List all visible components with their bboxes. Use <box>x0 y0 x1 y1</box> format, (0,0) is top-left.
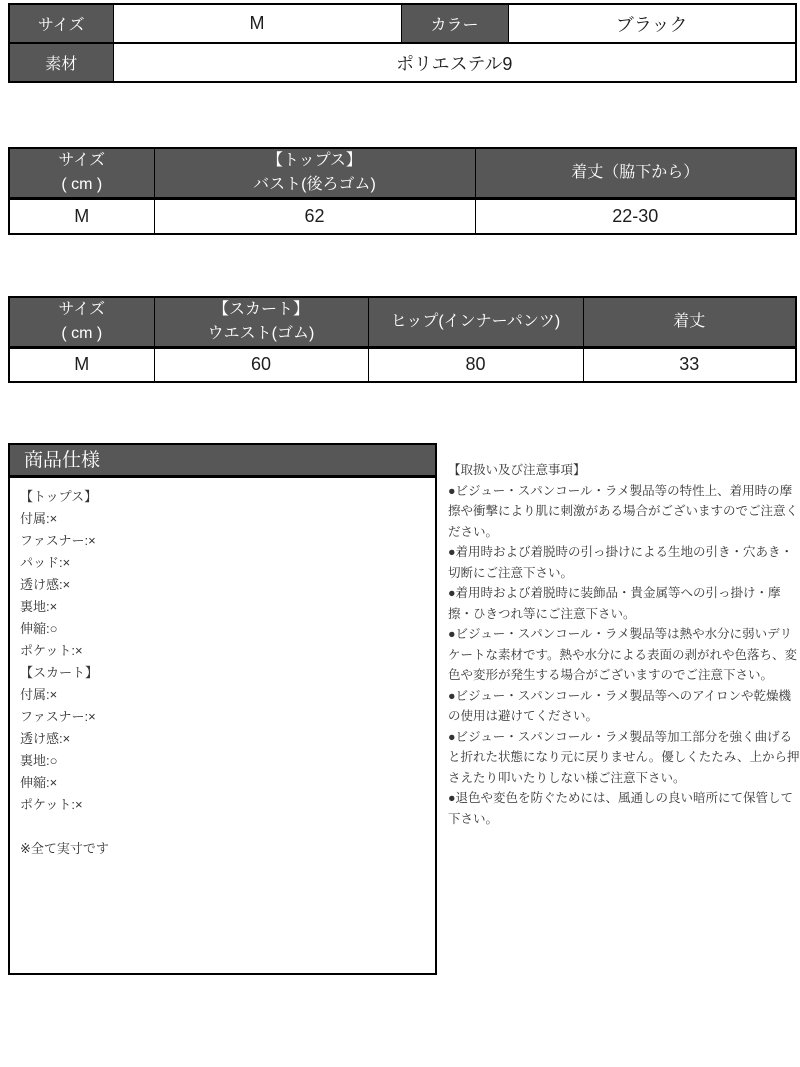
table-header-row <box>9 148 796 199</box>
care-note-item: ●着用時および着脱時の引っ掛けによる生地の引き・穴あき・切断にご注意下さい。 <box>448 545 794 580</box>
size-value-cell: M <box>113 4 401 43</box>
spec-line: 裏地:× <box>20 599 58 614</box>
tops-bust-value-cell: 62 <box>154 199 475 234</box>
care-note-item: ●ビジュー・スパンコール・ラメ製品等へのアイロンや乾燥機の使用は避けてください。 <box>448 688 792 723</box>
care-note-item: ●ビジュー・スパンコール・ラメ製品等加工部分を強く曲げると折れた状態になり元に戻りません。優しくたたみ、上から押さえたり叩いたりしない様ご注意下さい。 <box>448 729 800 785</box>
skirt-length-header-cell: 着丈 <box>583 297 796 348</box>
spec-line: 裏地:○ <box>20 753 58 768</box>
table-row <box>9 199 796 234</box>
skirt-hip-header-cell: ヒップ(インナーパンツ) <box>368 297 583 348</box>
care-note-item: ●ビジュー・スパンコール・ラメ製品等の特性上、着用時の摩擦や衝撃により肌に刺激がある場合がございますのでご注意ください。 <box>448 483 799 539</box>
table-header-row <box>9 297 796 348</box>
spec-line: ポケット:× <box>20 797 83 812</box>
spec-line-tops-heading: 【トップス】 <box>20 489 98 504</box>
spec-line: 透け感:× <box>20 731 71 746</box>
skirt-size-value-cell: M <box>9 347 154 382</box>
material-header-cell: 素材 <box>9 43 113 82</box>
skirt-measurement-table <box>8 296 797 384</box>
color-value-cell: ブラック <box>508 4 796 43</box>
skirt-length-value-cell: 33 <box>583 347 796 382</box>
spec-line: 付属:× <box>20 511 58 526</box>
skirt-hip-value-cell: 80 <box>368 347 583 382</box>
tops-bust-header-cell: 【トップス】 バスト(後ろゴム) <box>154 148 475 199</box>
spec-note-actual-size: ※全て実寸です <box>20 841 109 856</box>
spec-line: 伸縮:× <box>20 775 58 790</box>
care-note-item: ●着用時および着脱時に装飾品・貴金属等への引っ掛け・摩擦・ひきつれ等にご注意下さい。 <box>448 586 781 621</box>
material-value-cell: ポリエステル9 <box>113 43 796 82</box>
tops-length-value-cell: 22-30 <box>475 199 796 234</box>
care-note-item: ●退色や変色を防ぐためには、風通しの良い暗所にて保管して下さい。 <box>448 791 794 826</box>
care-notes <box>448 443 800 829</box>
bottom-section <box>8 443 800 975</box>
skirt-waist-value-cell: 60 <box>154 347 368 382</box>
care-notes-title: 【取扱い及び注意事項】 <box>448 463 586 477</box>
product-spec-title: 商品仕様 <box>10 445 435 478</box>
product-spec-list <box>10 478 435 860</box>
spec-line: 伸縮:○ <box>20 621 58 636</box>
skirt-waist-header-cell: 【スカート】 ウエスト(ゴム) <box>154 297 368 348</box>
skirt-size-header-cell: サイズ ( cm ) <box>9 297 154 348</box>
spec-line: ポケット:× <box>20 643 83 658</box>
spec-line: 付属:× <box>20 687 58 702</box>
tops-measurement-table <box>8 147 797 235</box>
spec-line: 透け感:× <box>20 577 71 592</box>
table-row <box>9 43 796 82</box>
table-row <box>9 4 796 43</box>
spec-line-skirt-heading: 【スカート】 <box>20 665 99 680</box>
tops-length-header-cell: 着丈（脇下から） <box>475 148 796 199</box>
spec-line: パッド:× <box>20 555 71 570</box>
size-color-material-table <box>8 3 797 83</box>
spacer <box>20 816 425 838</box>
product-spec-box <box>8 443 437 975</box>
spec-line: ファスナー:× <box>20 533 96 548</box>
table-row <box>9 347 796 382</box>
size-header-cell: サイズ <box>9 4 113 43</box>
tops-size-header-cell: サイズ ( cm ) <box>9 148 154 199</box>
tops-size-value-cell: M <box>9 199 154 234</box>
spec-line: ファスナー:× <box>20 709 96 724</box>
care-note-item: ●ビジュー・スパンコール・ラメ製品等は熱や水分に弱いデリケートな素材です。熱や水分による表面の剥がれや色落ち、変色や変形が発生する場合がございますのでご注意下さい。 <box>448 627 798 682</box>
color-header-cell: カラー <box>401 4 508 43</box>
